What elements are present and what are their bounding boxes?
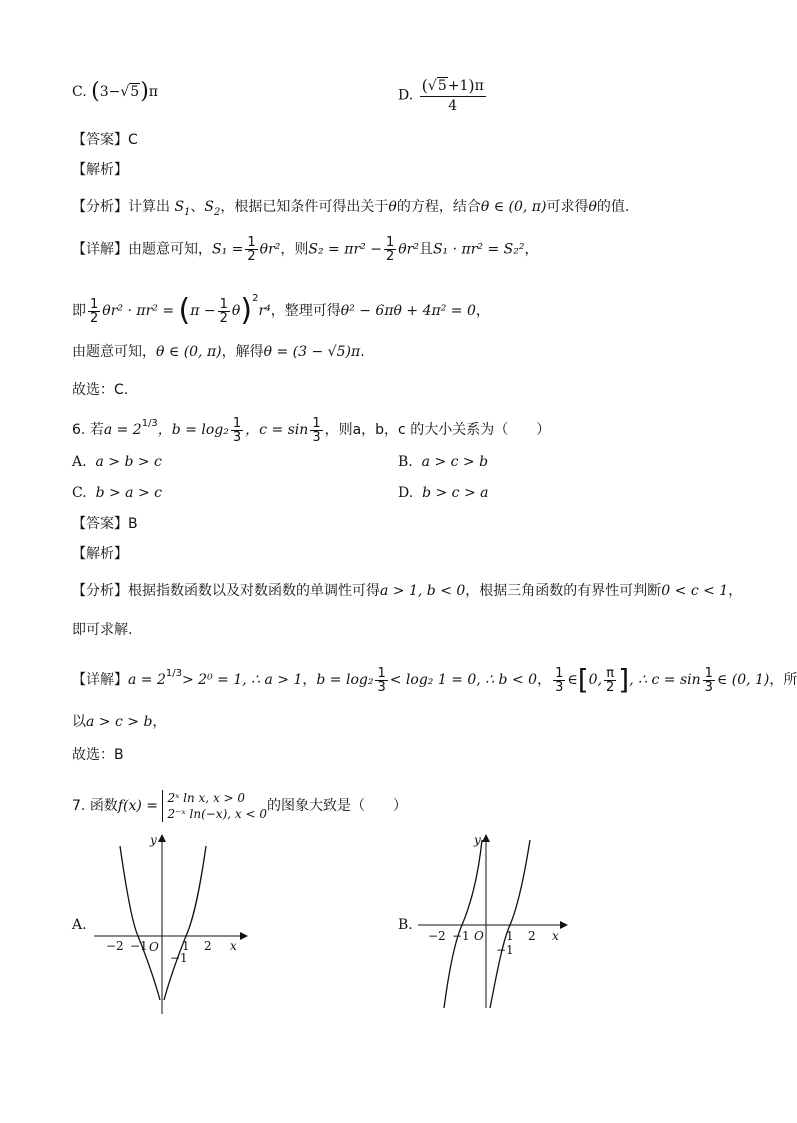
detail-tag: 【详解】: [72, 241, 128, 258]
q6-stem: 6. 若$a = 2^{1/3}$，b = log₂ $\frac{1}{3}$ ，c = sin $\frac{1}{3}$ ，则a，b，c 的大小关系为（ ）: [72, 415, 551, 445]
text: 、: [190, 199, 205, 215]
paren: (: [91, 79, 100, 104]
text: 可求得: [546, 199, 589, 215]
fraction: $\frac{1}{3}$: [377, 665, 386, 695]
fraction-num: (√5+1)π: [421, 76, 484, 95]
answer-tag: 【答案】: [72, 132, 128, 148]
q6-analysis-tag: 【解析】: [72, 546, 128, 562]
origin-label: O: [149, 940, 159, 954]
math: a = 2: [103, 422, 142, 438]
q6-option-a: A. a > b > c: [72, 454, 162, 470]
tick-neg1: −1: [452, 929, 470, 943]
graph-b: [414, 828, 574, 1018]
text: 计算出: [128, 199, 170, 215]
y-axis-arrow: [158, 834, 166, 842]
tick-1: 1: [182, 939, 190, 953]
text: .: [360, 344, 365, 360]
axis-y-label: y: [474, 833, 481, 847]
math: S₂ = πr² −: [308, 241, 382, 258]
text: 由题意可知，: [128, 241, 212, 258]
fraction: $\frac{1}{2}$: [219, 296, 228, 326]
math: θ: [388, 199, 397, 215]
q5-fenxi: [72, 197, 629, 223]
math: r⁴: [258, 303, 271, 319]
y-axis-arrow: [482, 834, 490, 842]
fraction: $\frac{1}{2}$: [90, 296, 99, 326]
option-d-prev: [398, 76, 488, 115]
math: θr²: [259, 241, 281, 258]
q5-choose: 故选：C.: [72, 382, 129, 398]
option-text: 5: [437, 78, 447, 94]
curve-left: [444, 840, 482, 1008]
option-c-prev: C. (3−√5)π: [72, 79, 158, 104]
text: 若: [89, 422, 104, 438]
q6-option-c: C. b > a > c: [72, 485, 162, 501]
graph-a: [90, 828, 250, 1018]
q6-option-d: D. b > c > a: [398, 485, 489, 501]
text: ，整理可得: [270, 303, 341, 319]
fraction: $\frac{\pi}{2}$: [606, 665, 615, 695]
tick-y-neg1: −1: [170, 951, 188, 965]
option-label: C.: [72, 84, 87, 100]
fraction: $\frac{1}{3}$: [555, 665, 564, 695]
option-label: D.: [398, 87, 414, 104]
x-axis-arrow: [560, 921, 568, 929]
x-axis-arrow: [240, 932, 248, 940]
math: S₁ · πr² = S₂²: [432, 241, 525, 258]
graph-a-label: A.: [72, 917, 87, 933]
q5-detail-1: [72, 236, 538, 263]
option-text: 5: [130, 84, 140, 100]
tick-1: 1: [506, 929, 514, 943]
tick-2: 2: [204, 939, 212, 953]
q5-answer: [72, 130, 138, 150]
math: θr²: [398, 241, 419, 258]
text: ，则a，b，c 的大小关系为（ ）: [324, 422, 551, 438]
answer-value: C: [128, 132, 138, 148]
math: π −: [190, 303, 216, 319]
option-text: π: [148, 84, 158, 100]
text: 的方程，结合: [396, 199, 481, 215]
option-text: +1: [447, 78, 469, 94]
option-text: π: [474, 78, 484, 94]
fraction: $\frac{1}{3}$: [312, 415, 321, 445]
q6-option-b: B. a > c > b: [398, 454, 489, 470]
q6-detail-2: 以a > c > b，: [72, 714, 167, 730]
text: ，: [475, 303, 490, 319]
tick-y-neg1: −1: [496, 943, 514, 957]
q7-stem: 7. 函数f(x) = 2ˣ ln x, x > 0 2⁻ˣ ln(−x), x < 0 的图象大致是（ ）: [72, 791, 407, 821]
origin-label: O: [474, 929, 484, 943]
tick-2: 2: [528, 929, 536, 943]
q5-analysis-tag: 【解析】: [72, 162, 128, 178]
curve-right: [164, 846, 206, 1000]
math: θ ∈ (0, π): [156, 344, 222, 360]
axis-x-label: x: [552, 929, 559, 943]
fraction: $\frac{1}{3}$: [232, 415, 242, 445]
math: θ = (3 − √5)π: [263, 344, 361, 360]
fenxi-tag: 【分析】: [72, 199, 128, 215]
piecewise: 2ˣ ln x, x > 0 2⁻ˣ ln(−x), x < 0: [162, 790, 267, 822]
math: S₁ =: [212, 241, 244, 258]
paren: ): [140, 79, 149, 104]
tick-neg1: −1: [130, 939, 148, 953]
q6-answer: 【答案】B: [72, 516, 138, 532]
paren: ): [240, 293, 253, 328]
q6-fenxi: 【分析】根据指数函数以及对数函数的单调性可得a > 1, b < 0，根据三角函数的有界性可判断0 < c < 1，: [72, 583, 743, 599]
curve-right: [490, 840, 530, 1008]
text: 的值.: [596, 199, 630, 215]
math: ，c = sin: [245, 422, 309, 438]
q5-detail-3: [72, 342, 365, 362]
math: θ ∈ (0, π): [480, 199, 547, 215]
text: 即: [72, 303, 86, 319]
q6-fenxi-2: 即可求解.: [72, 622, 133, 638]
text: ，则: [280, 241, 309, 258]
math: θ: [231, 303, 241, 319]
text: ，根据已知条件可得出关于: [220, 199, 389, 215]
graph-b-label: B.: [398, 917, 413, 933]
fraction-den: 4: [448, 98, 458, 114]
q5-detail-2: 即 $\frac{1}{2}$ θr² · πr² = (π − $\frac{1}{2}$ θ)$^2$r⁴，整理可得θ² − 6πθ + 4π² = 0，: [72, 293, 490, 328]
tick-neg2: −2: [106, 939, 124, 953]
math: $S_2$: [204, 199, 221, 218]
q6-detail-1: 【详解】$a = 2^{1/3}> 2^0 = 1$, ∴ a > 1，b = log₂ $\frac{1}{3}$ < log₂ 1 = 0, ∴ b < 0， $\frac{1}{3}$ ∈[0, $\frac{\pi}{2}$ ], ∴ c = sin $\frac{1}{3}$ ∈ (0, 1)，所: [72, 663, 797, 696]
paren: (: [178, 293, 191, 328]
axis-x-label: x: [230, 939, 237, 953]
text: ，: [524, 241, 539, 258]
fraction: $\frac{1}{2}$: [247, 235, 256, 264]
text: ，解得: [221, 344, 264, 360]
math: ，b = log₂: [157, 422, 229, 438]
math: θr² · πr² =: [102, 303, 175, 319]
axis-y-label: y: [150, 833, 157, 847]
fraction: $\frac{1}{2}$: [385, 235, 395, 264]
fraction: [420, 76, 486, 115]
text: 且: [418, 241, 433, 258]
option-text: 3−: [99, 84, 121, 100]
math: $S_1$: [174, 199, 191, 218]
question-number: 6.: [72, 422, 86, 438]
curve-left: [120, 846, 160, 1000]
math: θ² − 6πθ + 4π² = 0: [340, 303, 476, 319]
text: 由题意可知，: [72, 344, 156, 360]
tick-neg2: −2: [428, 929, 446, 943]
fraction: $\frac{1}{3}$: [704, 665, 713, 695]
q6-choose: 故选：B: [72, 747, 124, 763]
math: θ: [588, 199, 597, 215]
